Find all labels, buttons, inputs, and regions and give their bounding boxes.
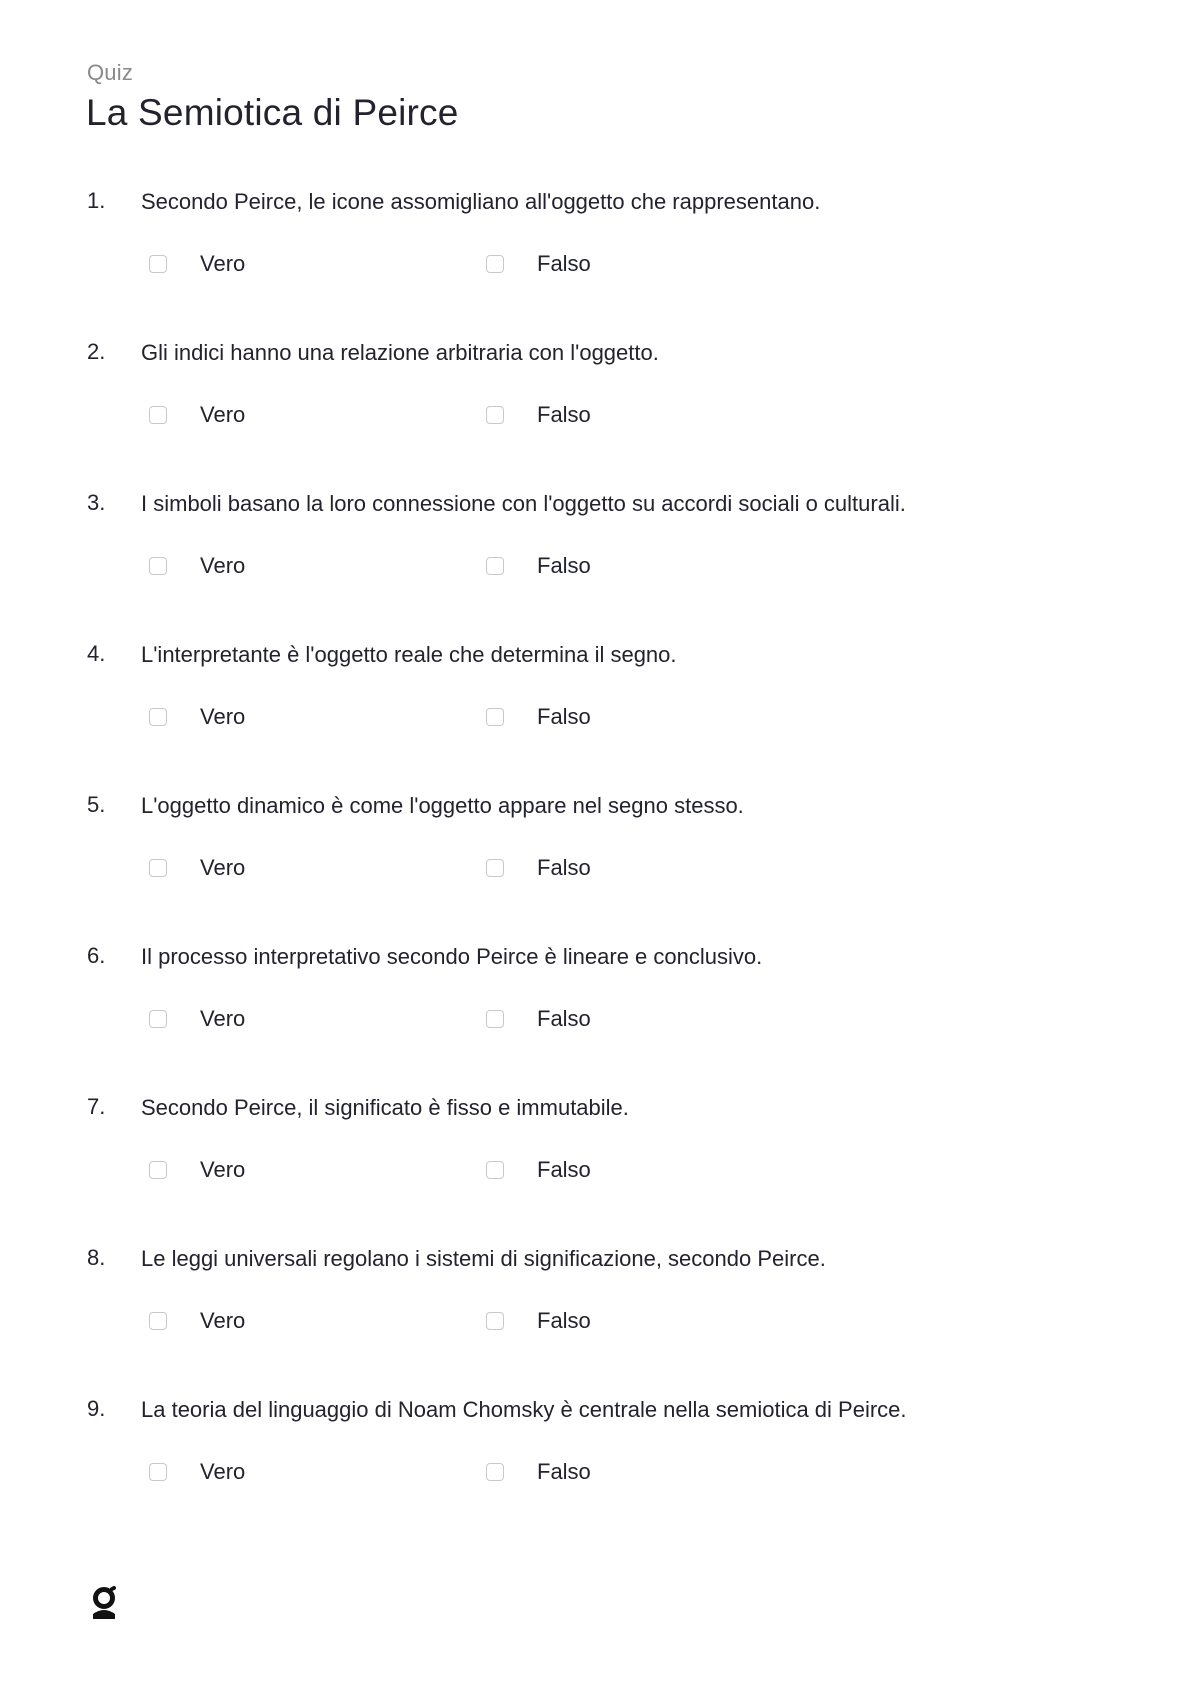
checkbox-vero[interactable] [149, 1463, 167, 1481]
checkbox-vero[interactable] [149, 859, 167, 877]
checkbox-falso[interactable] [486, 557, 504, 575]
question-item [0, 1089, 1190, 1240]
checkbox-falso[interactable] [486, 406, 504, 424]
checkbox-vero[interactable] [149, 1010, 167, 1028]
option-label: Vero [200, 553, 246, 578]
checkbox-falso[interactable] [486, 255, 504, 273]
question-number: 4. [87, 641, 106, 666]
option-label: Vero [200, 1308, 246, 1333]
question-text: Secondo Peirce, il significato è fisso e immutabile. [141, 1095, 629, 1120]
option-vero[interactable] [149, 1459, 245, 1485]
question-item [0, 1391, 1190, 1542]
question-item [0, 787, 1190, 938]
option-label: Vero [200, 1157, 246, 1182]
option-falso[interactable] [486, 1006, 591, 1032]
question-item [0, 636, 1190, 787]
question-text: I simboli basano la loro connessione con l'oggetto su accordi sociali o culturali. [141, 491, 906, 516]
option-falso[interactable] [486, 1308, 591, 1334]
option-falso[interactable] [486, 1157, 591, 1183]
option-falso[interactable] [486, 251, 591, 277]
question-number: 6. [87, 943, 106, 968]
option-vero[interactable] [149, 1308, 245, 1334]
option-label: Vero [200, 855, 246, 880]
checkbox-falso[interactable] [486, 859, 504, 877]
question-number: 8. [87, 1245, 106, 1270]
option-label: Falso [537, 1308, 591, 1333]
checkbox-vero[interactable] [149, 1161, 167, 1179]
checkbox-falso[interactable] [486, 1161, 504, 1179]
question-number: 7. [87, 1094, 106, 1119]
checkbox-vero[interactable] [149, 255, 167, 273]
option-falso[interactable] [486, 704, 591, 730]
question-number: 3. [87, 490, 106, 515]
checkbox-vero[interactable] [149, 1312, 167, 1330]
option-falso[interactable] [486, 1459, 591, 1485]
option-vero[interactable] [149, 704, 245, 730]
option-falso[interactable] [486, 855, 591, 881]
option-label: Falso [537, 1157, 591, 1182]
option-falso[interactable] [486, 402, 591, 428]
option-vero[interactable] [149, 1006, 245, 1032]
checkbox-falso[interactable] [486, 708, 504, 726]
option-label: Vero [200, 251, 246, 276]
option-label: Falso [537, 855, 591, 880]
question-text: L'oggetto dinamico è come l'oggetto appare nel segno stesso. [141, 793, 744, 818]
option-vero[interactable] [149, 855, 245, 881]
question-number: 2. [87, 339, 106, 364]
question-number: 9. [87, 1396, 106, 1421]
checkbox-falso[interactable] [486, 1312, 504, 1330]
question-item [0, 485, 1190, 636]
option-label: Vero [200, 704, 246, 729]
question-text: Gli indici hanno una relazione arbitraria con l'oggetto. [141, 340, 659, 365]
question-text: Il processo interpretativo secondo Peirce è lineare e conclusivo. [141, 944, 763, 969]
checkbox-vero[interactable] [149, 557, 167, 575]
option-vero[interactable] [149, 1157, 245, 1183]
question-item [0, 938, 1190, 1089]
option-vero[interactable] [149, 553, 245, 579]
question-number: 5. [87, 792, 106, 817]
option-label: Falso [537, 1006, 591, 1031]
question-item [0, 183, 1190, 334]
checkbox-falso[interactable] [486, 1010, 504, 1028]
option-label: Vero [200, 1459, 246, 1484]
option-label: Vero [200, 1006, 246, 1031]
option-vero[interactable] [149, 251, 245, 277]
question-number: 1. [87, 188, 106, 213]
question-text: La teoria del linguaggio di Noam Chomsky è centrale nella semiotica di Peirce. [141, 1397, 907, 1422]
option-label: Falso [537, 1459, 591, 1484]
option-label: Falso [537, 553, 591, 578]
option-label: Falso [537, 402, 591, 427]
option-label: Falso [537, 251, 591, 276]
option-falso[interactable] [486, 553, 591, 579]
page-kicker: Quiz [87, 60, 134, 85]
question-text: L'interpretante è l'oggetto reale che determina il segno. [141, 642, 677, 667]
checkbox-vero[interactable] [149, 406, 167, 424]
option-label: Falso [537, 704, 591, 729]
question-list [0, 183, 1190, 1542]
question-item [0, 334, 1190, 485]
option-label: Vero [200, 402, 246, 427]
brand-logo-icon [90, 1586, 118, 1622]
option-vero[interactable] [149, 402, 245, 428]
question-text: Secondo Peirce, le icone assomigliano all'oggetto che rappresentano. [141, 189, 821, 214]
page-title: La Semiotica di Peirce [86, 92, 459, 133]
checkbox-vero[interactable] [149, 708, 167, 726]
question-text: Le leggi universali regolano i sistemi di significazione, secondo Peirce. [141, 1246, 826, 1271]
checkbox-falso[interactable] [486, 1463, 504, 1481]
question-item [0, 1240, 1190, 1391]
